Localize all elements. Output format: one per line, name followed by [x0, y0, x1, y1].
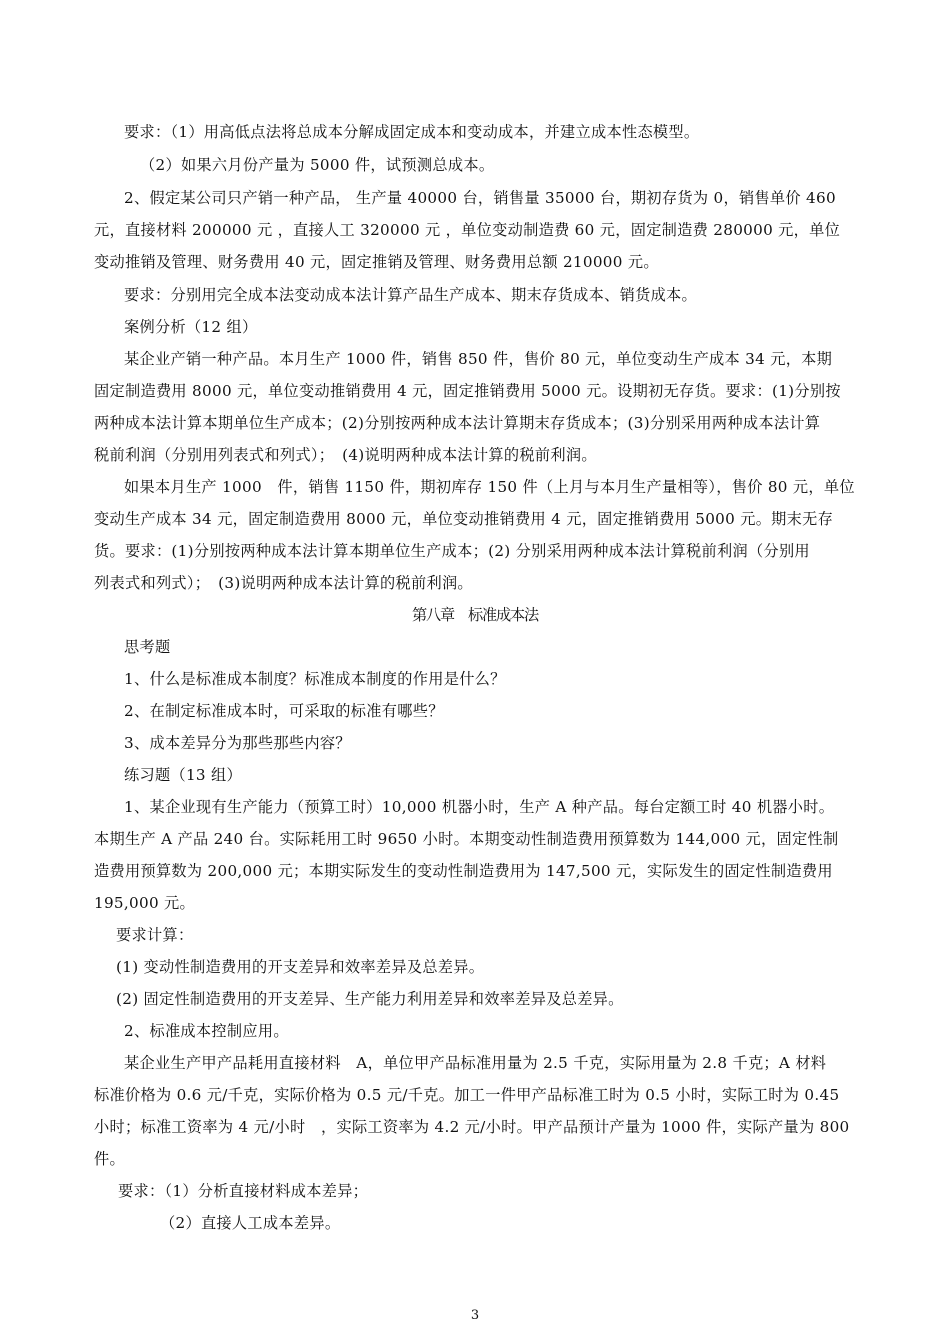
case-2-line-4: 列表式和列式）； (3)说明两种成本法计算的税前利润。: [94, 574, 473, 592]
problem-2-line-3: 变动推销及管理、财务费用 40 元，固定推销及管理、财务费用总额 210000 元。: [94, 253, 659, 271]
exercise-2-heading: 2、标准成本控制应用。: [124, 1022, 289, 1040]
thinking-questions-heading: 思考题: [124, 638, 171, 656]
requirement-high-low: 要求：（1）用高低点法将总成本分解成固定成本和变动成本，并建立成本性态模型。: [124, 123, 700, 141]
problem-2-line-1: 2、假定某公司只产销一种产品， 生产量 40000 台，销售量 35000 台，期初存货为 0，销售单价 460: [124, 189, 836, 207]
case-analysis-heading: 案例分析（12 组）: [124, 318, 258, 336]
exercise-1-requirement-1: (1) 变动性制造费用的开支差异和效率差异及总差异。: [116, 958, 485, 976]
exercise-2-line-2: 标准价格为 0.6 元/千克，实际价格为 0.5 元/千克。加工一件甲产品标准工时为 0.5 小时，实际工时为 0.45: [94, 1086, 840, 1104]
exercise-1-line-3: 造费用预算数为 200,000 元；本期实际发生的变动性制造费用为 147,500 元，实际发生的固定性制造费用: [94, 862, 833, 880]
exercise-1-requirement-heading: 要求计算：: [116, 926, 194, 944]
exercise-2-requirement-1: 要求：（1）分析直接材料成本差异；: [118, 1182, 369, 1200]
case-1-line-2: 固定制造费用 8000 元，单位变动推销费用 4 元，固定推销费用 5000 元。设期初无存货。要求：(1)分别按: [94, 382, 841, 400]
exercises-heading: 练习题（13 组）: [124, 766, 242, 784]
exercise-1-line-2: 本期生产 A 产品 240 台。实际耗用工时 9650 小时。本期变动性制造费用预算数为 144,000 元，固定性制: [94, 830, 839, 848]
thinking-question-3: 3、成本差异分为那些那些内容？: [124, 734, 351, 752]
exercise-2-line-1: 某企业生产甲产品耗用直接材料 A，单位甲产品标准用量为 2.5 千克，实际用量为 2.8 千克；A 材料: [124, 1054, 827, 1072]
case-1-line-3: 两种成本法计算本期单位生产成本；(2)分别按两种成本法计算期末存货成本；(3)分别采用两种成本法计算: [94, 414, 821, 432]
exercise-1-line-1: 1、某企业现有生产能力（预算工时）10,000 机器小时，生产 A 种产品。每台定额工时 40 机器小时。: [124, 798, 835, 816]
chapter-8-title: 第八章 标准成本法: [412, 606, 538, 624]
exercise-2-line-3: 小时；标准工资率为 4 元/小时 ，实际工资率为 4.2 元/小时。甲产品预计产量为 1000 件，实际产量为 800: [94, 1118, 850, 1136]
exercise-1-line-4: 195,000 元。: [94, 894, 196, 912]
thinking-question-1: 1、什么是标准成本制度？标准成本制度的作用是什么？: [124, 670, 506, 688]
case-2-line-3: 货。要求：(1)分别按两种成本法计算本期单位生产成本；(2) 分别采用两种成本法计算税前利润（分别用: [94, 542, 810, 560]
requirement-predict-june: （2）如果六月份产量为 5000 件，试预测总成本。: [140, 156, 495, 174]
page-number: 3: [470, 1308, 480, 1323]
case-2-line-2: 变动生产成本 34 元，固定制造费用 8000 元，单位变动推销费用 4 元，固定推销费用 5000 元。期末无存: [94, 510, 834, 528]
exercise-2-requirement-2: （2）直接人工成本差异。: [160, 1214, 341, 1232]
exercise-2-line-4: 件。: [94, 1150, 125, 1168]
case-1-line-1: 某企业产销一种产品。本月生产 1000 件，销售 850 件，售价 80 元，单位变动生产成本 34 元，本期: [124, 350, 833, 368]
thinking-question-2: 2、在制定标准成本时，可采取的标准有哪些？: [124, 702, 444, 720]
problem-2-line-2: 元，直接材料 200000 元 ，直接人工 320000 元 ，单位变动制造费 60 元，固定制造费 280000 元，单位: [94, 221, 841, 239]
case-2-line-1: 如果本月生产 1000 件，销售 1150 件，期初库存 150 件（上月与本月生产量相等），售价 80 元，单位: [124, 478, 855, 496]
exercise-1-requirement-2: (2) 固定性制造费用的开支差异、生产能力利用差异和效率差异及总差异。: [116, 990, 624, 1008]
case-1-line-4: 税前利润（分别用列表式和列式）； (4)说明两种成本法计算的税前利润。: [94, 446, 597, 464]
problem-2-requirement: 要求：分别用完全成本法变动成本法计算产品生产成本、期末存货成本、销货成本。: [124, 286, 698, 304]
